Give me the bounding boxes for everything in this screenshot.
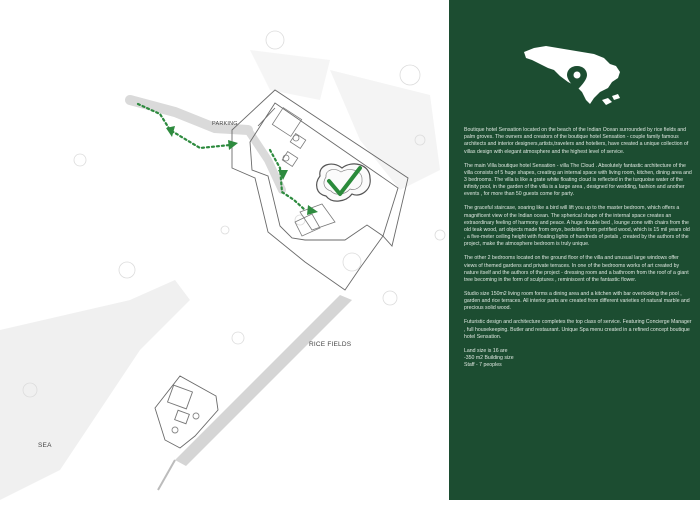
access-route xyxy=(138,104,305,210)
coastline-path xyxy=(158,295,352,490)
sea-label: SEA xyxy=(38,442,52,449)
facts-list xyxy=(464,348,692,370)
fact-staff: Staff - 7 peoples xyxy=(464,362,502,369)
description-paragraph: The other 2 bedrooms located on the ground floor of the villa and unusual large windows offer views of themed gardens and private terraces. In one of the bedrooms works of art created by nature itself and the authors of the project - dressing room and a bathroom from the roof of a giant tree becoming in the form of sculptures , reminiscent of the fantastic flower. xyxy=(464,255,689,284)
description-column xyxy=(464,127,692,369)
description-paragraph: Futuristic design and architecture completes the top class of service. Featuring Concierge Manager , full housekeeping. Butler and restaurant. Unique Spa menu created in a refined concept boutique hotel Sensation. xyxy=(464,319,692,340)
parking-label: PARKING xyxy=(212,121,238,127)
bali-island-icon xyxy=(520,38,630,110)
fact-land-size: Land size is 16 are xyxy=(464,347,508,354)
roads xyxy=(130,100,282,190)
description-paragraph: The main Villa boutique hotel Sensation - villa The Cloud . Absolutely fantastic architecture of the villa consists of 5 huge shapes, creating an internal space with living room, kitchen, dining area and 3 bedrooms. The villa is like a grate white floating cloud is reflected in the turquoise water of the infinity pool, in the garden of the villa is a large area , designed for wedding, fashion and another events , for more than 50 guests come for party. xyxy=(464,162,692,198)
description-paragraph: Boutique hotel Sensation located on the beach of the Indian Ocean surrounded by rice fields and palm groves. The owners and creators of the boutique hotel Sensation - couple family famous architects and interior designers,artists,travelers and hoteliers, have created a unique collection of villas design with elegant atmosphere and the highest level of service. xyxy=(464,127,689,155)
terrain-shading xyxy=(0,50,440,500)
description-paragraph: Studio size 150m2 living room forms a dining area and a kitchen with bar overlooking the pool , garden and rice terraces. All interior parts are created from different varieties of natural marble and precious solid wood. xyxy=(464,291,690,312)
fact-building-size: -350 m2 Building size xyxy=(464,355,514,362)
description-paragraph: The graceful staircase, soaring like a bird will lift you up to the master bedroom, which offers a magnificent view of the Indian ocean. The spherical shape of the internal space creates an extraordinary feeling of harmony and peace. A huge double bed , lounge zone with chairs from the old teak wood, art objects made from onyx, bedsides from petrified wood, which is 15 mil years old , a five-meter ceiling height with floating lights of hundreds of petals , created by the authors of the project, make the atmosphere bedroom is truly unique. xyxy=(464,205,690,248)
rice-fields-label: RICE FIELDS xyxy=(309,341,352,348)
